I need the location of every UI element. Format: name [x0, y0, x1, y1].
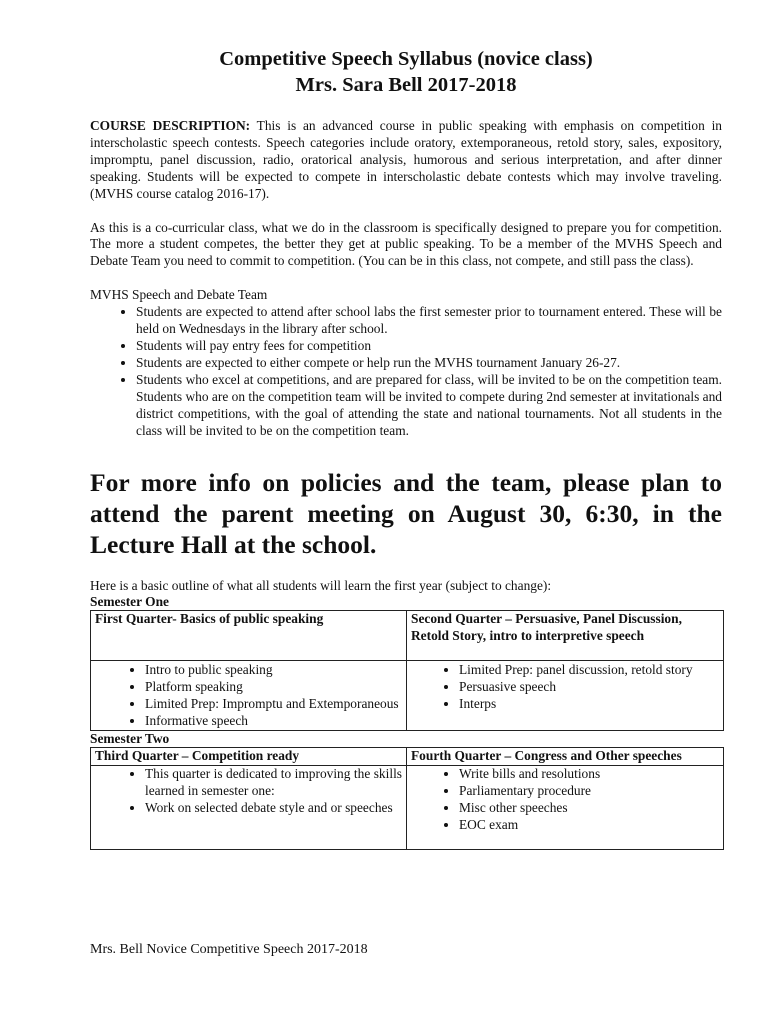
- semester-two-table: [90, 747, 724, 850]
- list-item: • EOC exam: [459, 817, 719, 834]
- team-heading: MVHS Speech and Debate Team: [90, 287, 268, 303]
- q1-header: First Quarter- Basics of public speaking: [91, 611, 407, 661]
- list-item: • Students are expected to either compete or help run the MVHS tournament January 26-27.: [136, 355, 722, 372]
- title-line-1: Competitive Speech Syllabus (novice class): [219, 48, 593, 70]
- list-item: • Students will pay entry fees for competition: [136, 338, 722, 355]
- syllabus-page: [90, 46, 722, 850]
- q4-cell: [407, 765, 724, 849]
- list-item: • Informative speech: [145, 713, 402, 730]
- list-item: • Write bills and resolutions: [459, 766, 719, 783]
- q4-header: Fourth Quarter – Congress and Other speeches: [407, 748, 724, 766]
- list-item: • Students who excel at competitions, and are prepared for class, will be invited to be on the competition team. Students who are on the competition team will be invited to compete during 2nd semester at invitationals and district competitions, with the goal of attending the state and national tournaments. Not all students in the class will be invited to be on the competition team.: [136, 372, 722, 440]
- page-footer: Mrs. Bell Novice Competitive Speech 2017-2018: [90, 942, 368, 957]
- team-bullet-list: [90, 304, 722, 439]
- list-item: • Misc other speeches: [459, 800, 719, 817]
- list-item: • Persuasive speech: [459, 679, 719, 696]
- q1-cell: [91, 661, 407, 731]
- table-row: [91, 611, 724, 661]
- list-item: • Platform speaking: [145, 679, 402, 696]
- list-item: • This quarter is dedicated to improving the skills learned in semester one:: [145, 766, 402, 800]
- outline-intro: Here is a basic outline of what all students will learn the first year (subject to change):: [90, 578, 552, 594]
- course-description-text: This is an advanced course in public speaking with emphasis on competition in interscholastic speech contests. Speech categories include oratory, extemporaneous, retold story, sales, expository, impromptu, panel discussion, radio, oratorical analysis, humorous and serious interpretation, and after dinner speaking. Students will be expected to compete in interscholastic debate contests which may involve traveling. (MVHS course catalog 2016-17).: [90, 118, 722, 201]
- q2-header: Second Quarter – Persuasive, Panel Discussion, Retold Story, intro to interpretive speech: [407, 611, 724, 661]
- list-item: • Intro to public speaking: [145, 662, 402, 679]
- table-row: [91, 765, 724, 849]
- list-item: • Limited Prep: panel discussion, retold story: [459, 662, 719, 679]
- list-item: • Work on selected debate style and or speeches: [145, 800, 402, 817]
- table-row: [91, 748, 724, 766]
- list-item: • Parliamentary procedure: [459, 783, 719, 800]
- semester-one-label: Semester One: [90, 594, 169, 610]
- cocurricular-paragraph: As this is a co-curricular class, what we do in the classroom is specifically designed to prepare you for competition. The more a student competes, the better they get at public speaking. To be a member of the MVHS Speech and Debate Team you need to commit to competition. (You can be in this class, not compete, and still pass the class).: [90, 219, 722, 269]
- list-item: • Students are expected to attend after school labs the first semester prior to tournament entered. These will be held on Wednesdays in the library after school.: [136, 304, 722, 338]
- semester-one-table: [90, 610, 724, 731]
- course-description-label: COURSE DESCRIPTION:: [90, 118, 251, 133]
- meeting-notice: For more info on policies and the team, please plan to attend the parent meeting on August 30, 6:30, in the Lecture Hall at the school.: [90, 468, 722, 560]
- semester-two-label: Semester Two: [90, 731, 170, 747]
- q3-header: Third Quarter – Competition ready: [91, 748, 407, 766]
- table-row: [91, 661, 724, 731]
- list-item: • Limited Prep: Impromptu and Extemporaneous: [145, 696, 402, 713]
- q3-cell: [91, 765, 407, 849]
- q2-cell: [407, 661, 724, 731]
- list-item: • Interps: [459, 696, 719, 713]
- title-line-2: Mrs. Sara Bell 2017-2018: [295, 74, 517, 96]
- course-description: [90, 118, 722, 203]
